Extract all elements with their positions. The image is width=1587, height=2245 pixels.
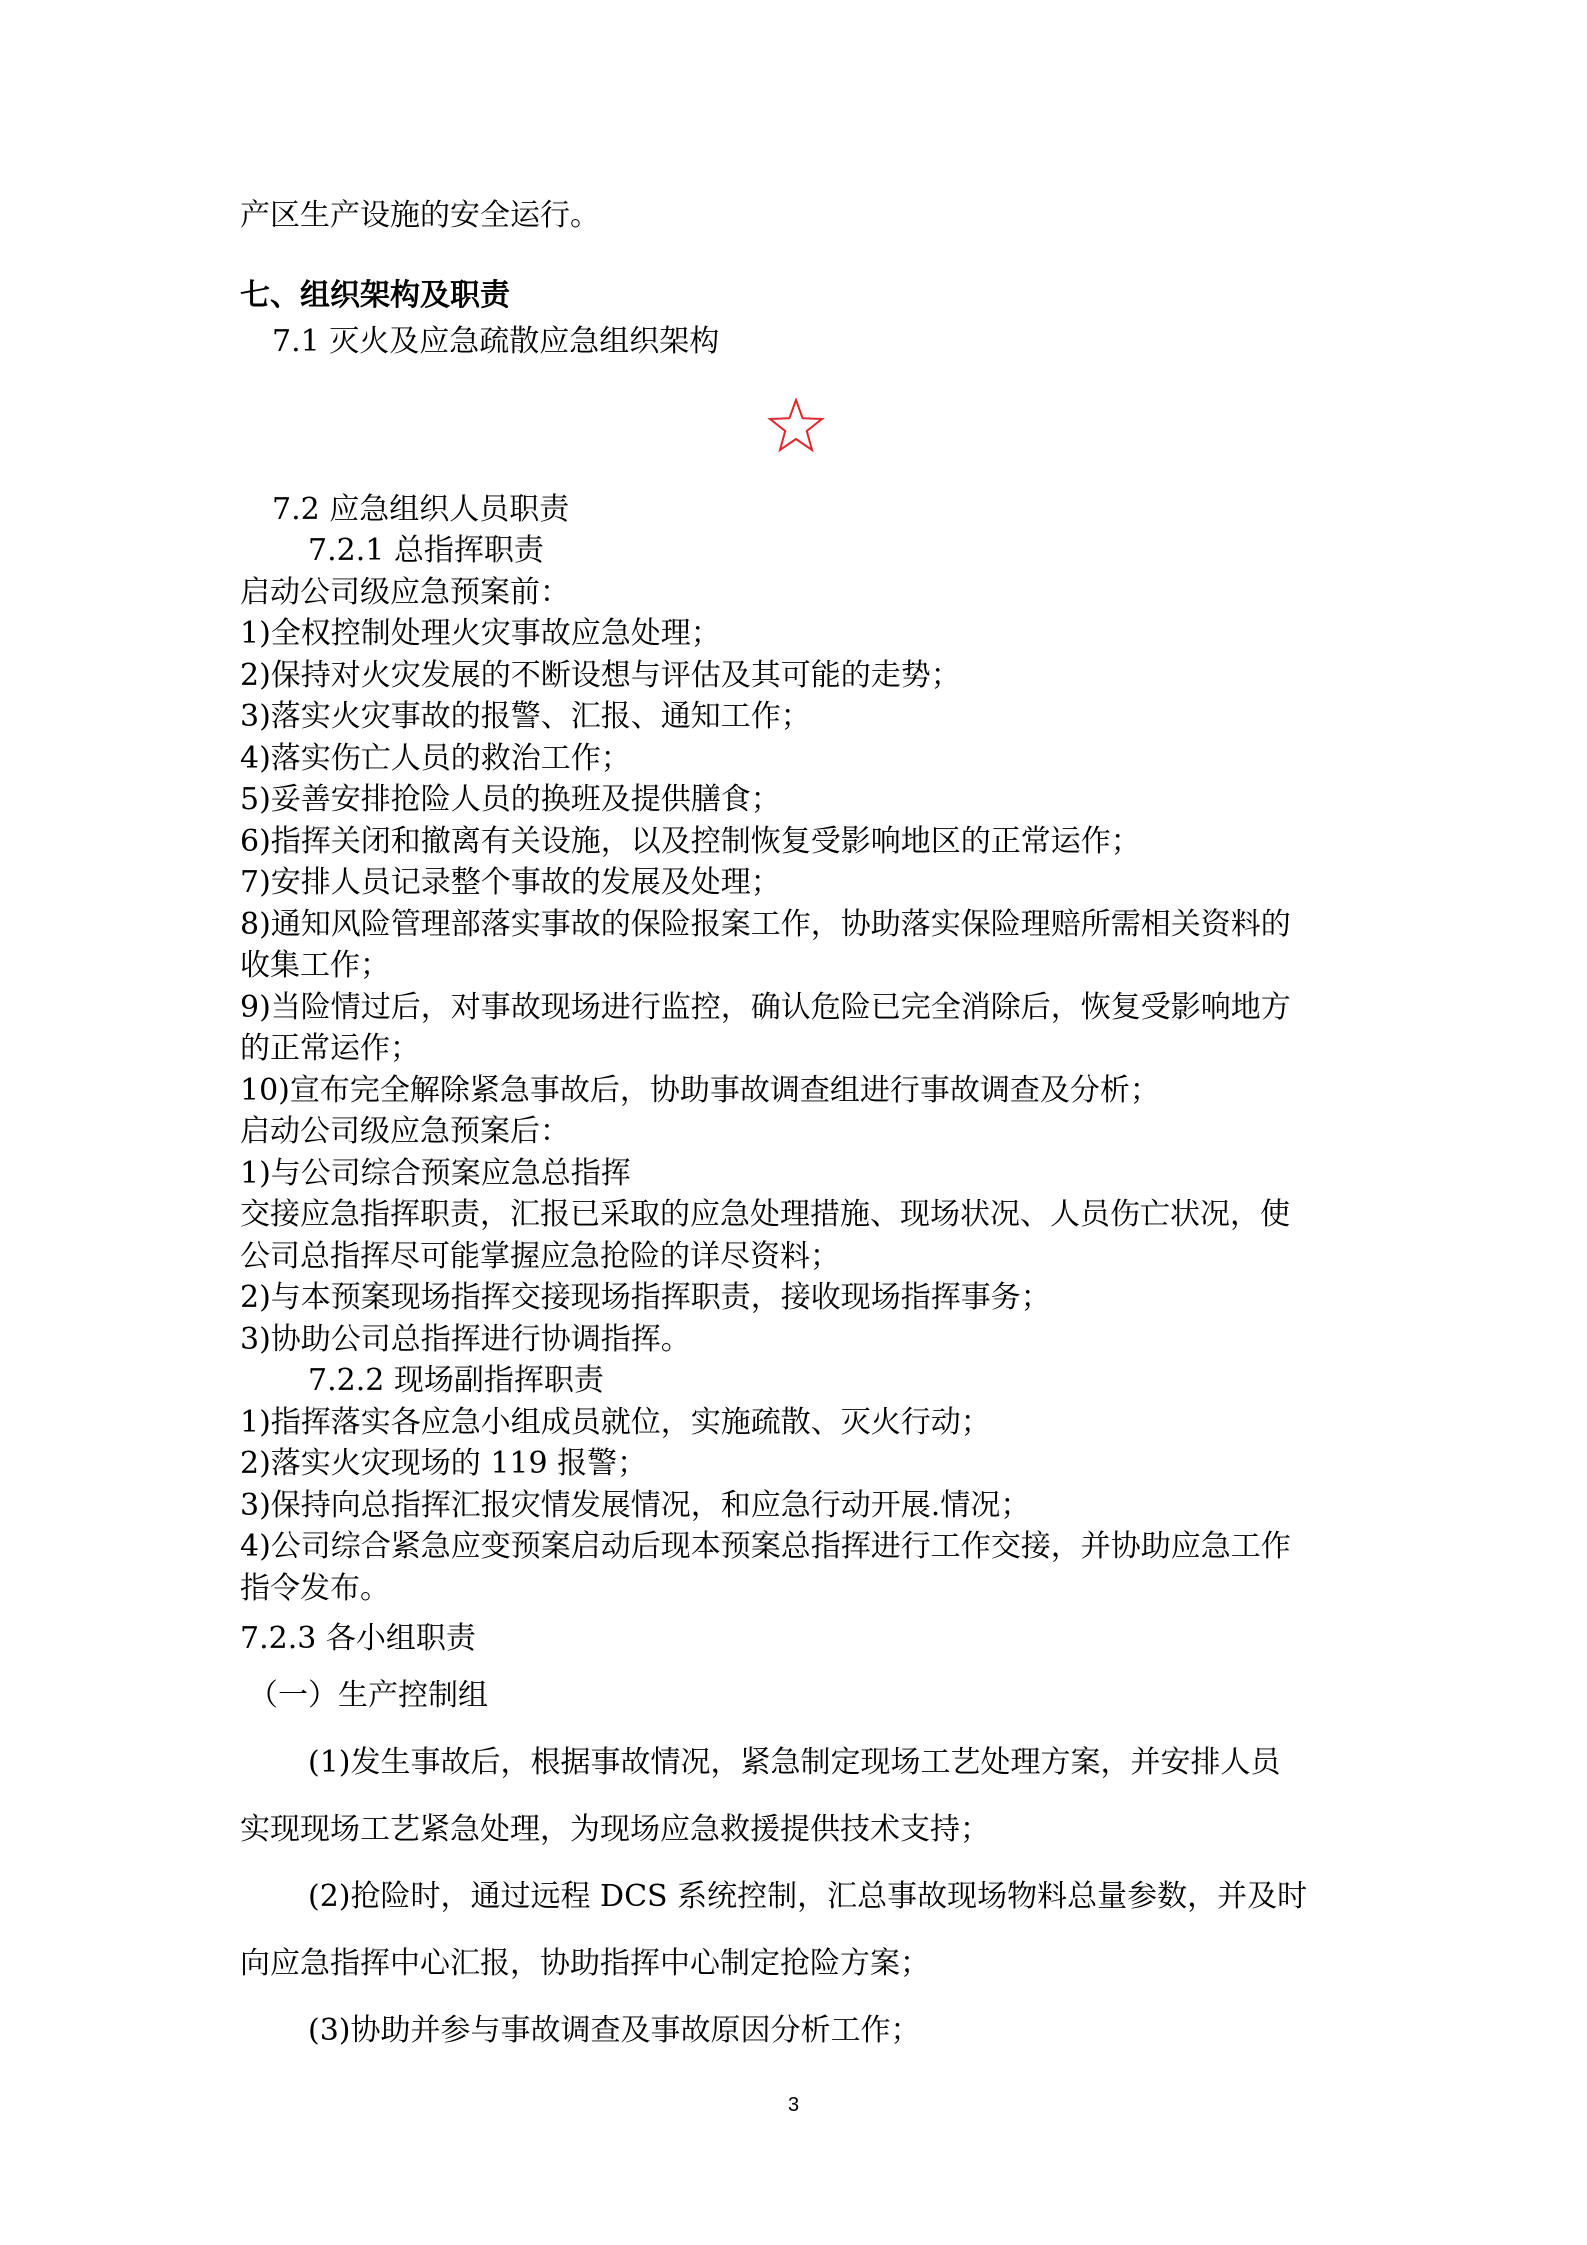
list-item-continued: 向应急指挥中心汇报，协助指挥中心制定抢险方案； <box>240 1946 930 1981</box>
paragraph-line: 交接应急指挥职责，汇报已采取的应急处理措施、现场状况、人员伤亡状况，使 <box>240 1197 1290 1232</box>
group-heading: （一）生产控制组 <box>248 1678 488 1713</box>
list-item: 8)通知风险管理部落实事故的保险报案工作，协助落实保险理赔所需相关资料的 <box>240 907 1291 942</box>
list-item-continued: 实现现场工艺紧急处理，为现场应急救援提供技术支持； <box>240 1812 990 1847</box>
subsubsection-heading: 7.2.3 各小组职责 <box>240 1621 476 1656</box>
paragraph-line: 启动公司级应急预案后： <box>240 1114 570 1149</box>
paragraph-line: 公司总指挥尽可能掌握应急抢险的详尽资料； <box>240 1239 840 1274</box>
list-item: 7)安排人员记录整个事故的发展及处理； <box>240 865 781 900</box>
list-item: 4)落实伤亡人员的救治工作； <box>240 741 631 776</box>
list-item: (1)发生事故后，根据事故情况，紧急制定现场工艺处理方案，并安排人员 <box>308 1745 1281 1780</box>
list-item-continued: 的正常运作； <box>240 1031 420 1066</box>
list-item: 4)公司综合紧急应变预案启动后现本预案总指挥进行工作交接，并协助应急工作 <box>240 1529 1291 1564</box>
list-item: 2)落实火灾现场的 119 报警； <box>240 1446 648 1481</box>
list-item: 2)保持对火灾发展的不断设想与评估及其可能的走势； <box>240 658 961 693</box>
subsection-heading: 7.2 应急组织人员职责 <box>272 492 570 527</box>
list-item: 9)当险情过后，对事故现场进行监控，确认危险已完全消除后，恢复受影响地方 <box>240 990 1291 1025</box>
list-item: 3)落实火灾事故的报警、汇报、通知工作； <box>240 699 811 734</box>
list-item: 1)指挥落实各应急小组成员就位，实施疏散、灭火行动； <box>240 1405 991 1440</box>
list-item-continued: 指令发布。 <box>240 1571 390 1606</box>
list-item: (3)协助并参与事故调查及事故原因分析工作； <box>308 2013 921 2048</box>
list-item: 1)全权控制处理火灾事故应急处理； <box>240 616 721 651</box>
list-item: 5)妥善安排抢险人员的换班及提供膳食； <box>240 782 781 817</box>
list-item: 10)宣布完全解除紧急事故后，协助事故调查组进行事故调查及分析； <box>240 1073 1160 1108</box>
list-item: 3)协助公司总指挥进行协调指挥。 <box>240 1322 691 1357</box>
star-icon <box>767 398 825 454</box>
list-item-continued: 收集工作； <box>240 948 390 983</box>
paragraph-line: 产区生产设施的安全运行。 <box>240 198 600 233</box>
subsection-heading: 7.1 灭火及应急疏散应急组织架构 <box>272 324 720 359</box>
list-item: 2)与本预案现场指挥交接现场指挥职责，接收现场指挥事务； <box>240 1280 1051 1315</box>
paragraph-line: 启动公司级应急预案前： <box>240 575 570 610</box>
list-item: (2)抢险时，通过远程 DCS 系统控制，汇总事故现场物料总量参数，并及时 <box>308 1879 1308 1914</box>
subsubsection-heading: 7.2.2 现场副指挥职责 <box>308 1363 604 1398</box>
list-item: 6)指挥关闭和撤离有关设施，以及控制恢复受影响地区的正常运作； <box>240 824 1141 859</box>
section-heading: 七、组织架构及职责 <box>240 278 510 313</box>
page-number: 3 <box>787 2094 800 2116</box>
list-item: 1)与公司综合预案应急总指挥 <box>240 1156 631 1191</box>
subsubsection-heading: 7.2.1 总指挥职责 <box>308 533 544 568</box>
list-item: 3)保持向总指挥汇报灾情发展情况，和应急行动开展.情况； <box>240 1488 1031 1523</box>
